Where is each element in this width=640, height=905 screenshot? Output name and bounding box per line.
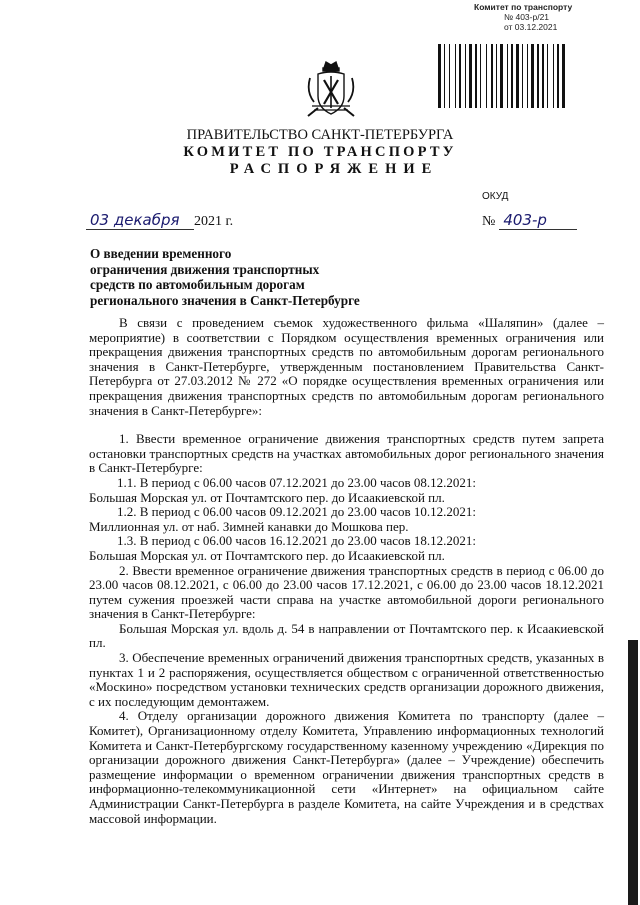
paragraph-3: 3. Обеспечение временных ограничений движения транспортных средств, указанных в пунктах 1 и 2 распоряжения, осуществляется обществом с ограниченной ответственностью «Москино» посредством установки технических средств организации дорожного движения, с их последующим демонтажем. (89, 650, 604, 709)
date-year: 2021 г. (194, 214, 234, 229)
registration-stamp (468, 2, 628, 32)
title-line: О введении временного (90, 246, 232, 261)
paragraph-1-3-road: Большая Морская ул. от Почтамтского пер. до Исаакиевской пл. (89, 547, 445, 563)
handwritten-number: 403-р (499, 211, 577, 230)
registration-number: № 403-р/21 (504, 12, 550, 22)
registration-committee: Комитет по транспорту (474, 2, 573, 12)
paragraph-1-3: 1.3. В период с 06.00 часов 16.12.2021 до 23.00 часов 18.12.2021: (117, 533, 477, 549)
document-title (90, 246, 390, 308)
paragraph-1-1-road: Большая Морская ул. от Почтамтского пер. до Исаакиевской пл. (89, 489, 445, 505)
paragraph-1-2-road: Миллионная ул. от наб. Зимней канавки до Мошкова пер. (89, 518, 409, 534)
paragraph-1: 1. Ввести временное ограничение движения транспортных средств путем запрета остановки транспортных средств на участках автомобильных дорог регионального значения в Санкт-Петербурге: (89, 431, 604, 476)
document-number (482, 211, 577, 230)
title-line: регионального значения в Санкт-Петербурге (90, 292, 360, 308)
okud-label: ОКУД (482, 191, 509, 202)
paragraph-1-2: 1.2. В период с 06.00 часов 09.12.2021 до 23.00 часов 10.12.2021: (117, 504, 477, 520)
number-prefix: № (482, 214, 496, 229)
scan-edge-shadow (628, 640, 638, 905)
document-date (86, 211, 233, 230)
intro-paragraph: В связи с проведением съемок художественного фильма «Шаляпин» (далее – мероприятие) в соответствии с Порядком осуществления временных ограничения или прекращения движения транспортных средств по автомобильным дорогам регионального значения в Санкт-Петербурге, утвержденным постановлением Правительства Санкт-Петербурга от 27.03.2012 № 272 «О порядке осуществления временных ограничения или прекращения движения транспортных средств по автомобильным дорогам регионального значения в Санкт-Петербурге»: (89, 315, 604, 418)
barcode (438, 44, 622, 108)
coat-of-arms-emblem (306, 58, 356, 120)
paragraph-2: 2. Ввести временное ограничение движения транспортных средств в период с 06.00 до 23.00 часов 08.12.2021, с 06.00 до 23.00 часов 17.12.2021, с 06.00 до 23.00 часов 18.12.2021 путем сужения проезжей части справа на участке автомобильной дороги регионального значения в Санкт-Петербурге: (89, 562, 604, 622)
committee-heading: КОМИТЕТ ПО ТРАНСПОРТУ (183, 144, 457, 160)
paragraph-2-road: Большая Морская ул. вдоль д. 54 в направлении от Почтамтского пер. к Исаакиевской пл. (89, 620, 604, 651)
paragraph-1-1: 1.1. В период с 06.00 часов 07.12.2021 до 23.00 часов 08.12.2021: (117, 474, 477, 490)
handwritten-date: 03 декабря (86, 211, 194, 230)
registration-date: от 03.12.2021 (504, 22, 558, 32)
title-line: ограничения движения транспортных (90, 261, 320, 277)
paragraph-4: 4. Отделу организации дорожного движения Комитета по транспорту (далее – Комитет), Организационному отделу Комитета, Управлению информационных технологий Комитета и Санкт-Петербургскому государственному казенному учреждению «Дирекция по организации дорожного движения Санкт-Петербурга» (далее – Учреждение) обеспечить размещение информации о временном ограничении движения транспортных средств в информационно-телекоммуникационной сети «Интернет» на официальном сайте Администрации Санкт-Петербурга в разделе Комитета, на сайте Учреждения и в средствах массовой информации. (89, 708, 604, 826)
document-body (89, 316, 604, 826)
government-heading: ПРАВИТЕЛЬСТВО САНКТ-ПЕТЕРБУРГА (186, 127, 454, 143)
title-line: средств по автомобильным дорогам (90, 277, 305, 292)
document-type-heading: РАСПОРЯЖЕНИЕ (229, 161, 439, 177)
